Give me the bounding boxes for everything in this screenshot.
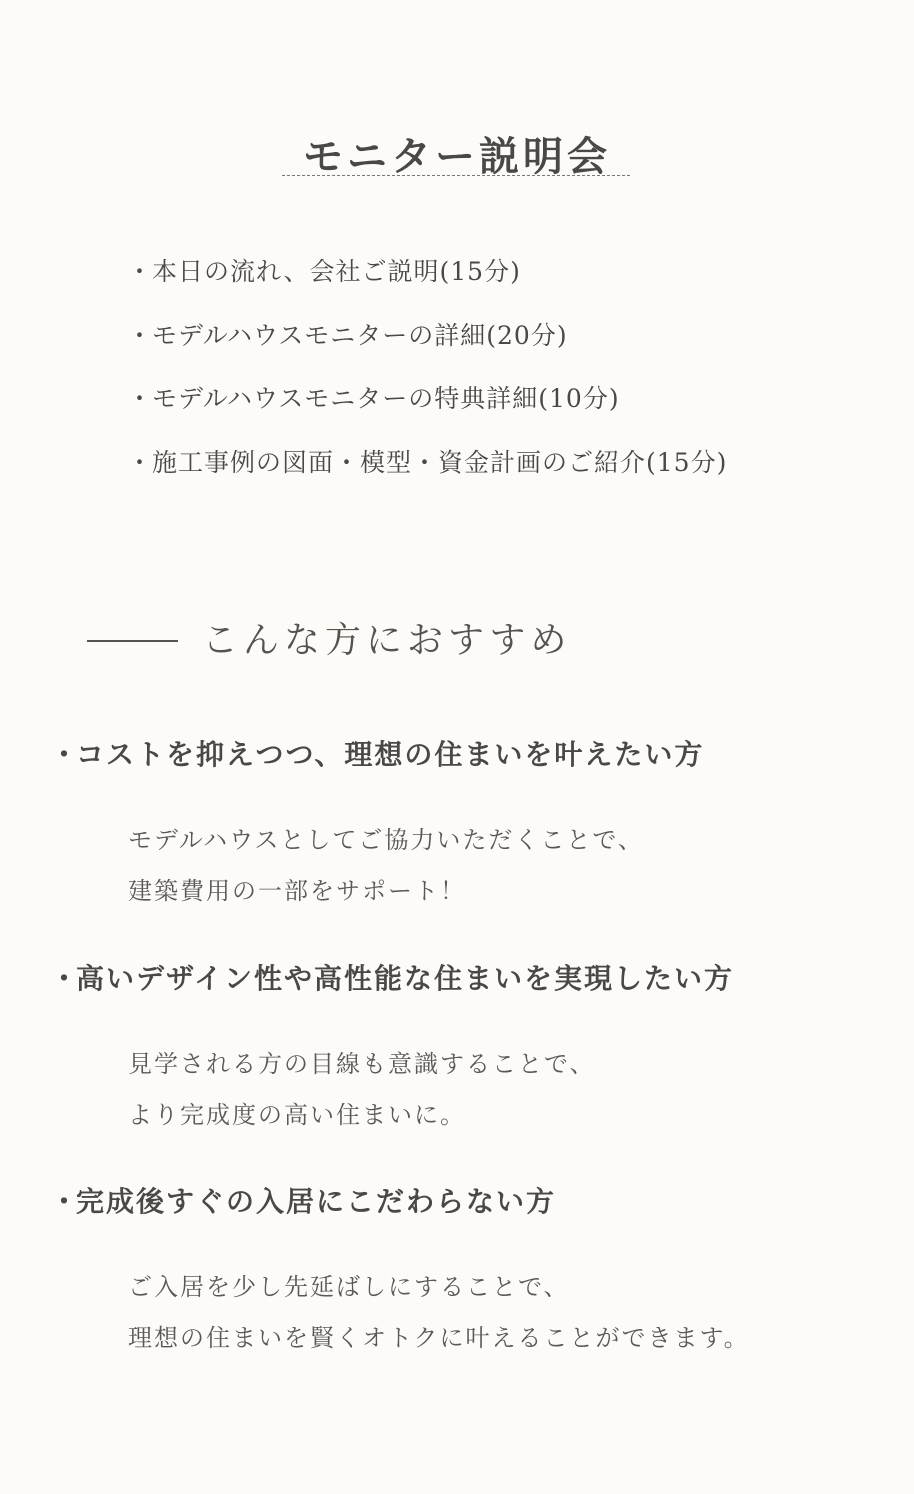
agenda-item <box>127 250 727 294</box>
agenda-item-text: 本日の流れ、会社ご説明(15分) <box>152 257 521 286</box>
agenda-bullet: ・ <box>127 384 154 413</box>
recommendation-bullet: ・ <box>50 738 81 771</box>
recommendation-line: より完成度の高い住まいに。 <box>128 1101 466 1129</box>
recommendation-item <box>50 1180 870 1364</box>
recommendation-bullet: ・ <box>50 962 81 995</box>
recommendation-heading <box>50 1180 870 1224</box>
recommendation-line: 理想の住まいを賢くオトクに叶えることができます。 <box>128 1324 750 1352</box>
recommendation-line: 建築費用の一部をサポート！ <box>128 877 466 905</box>
agenda-bullet: ・ <box>127 320 154 350</box>
recommendation-item <box>50 957 870 1141</box>
recommendation-description <box>50 815 870 917</box>
agenda-bullet: ・ <box>127 447 154 477</box>
section-heading-label: こんな方におすすめ <box>202 620 572 661</box>
agenda-item-text: 施工事例の図面・模型・資金計画のご紹介(15分) <box>152 447 728 477</box>
recommendation-heading-text: 高いデザイン性や高性能な住まいを実現したい方 <box>76 962 735 995</box>
recommendation-heading <box>50 957 870 1001</box>
agenda-item-text: モデルハウスモニターの詳細(20分) <box>152 320 568 350</box>
agenda-item <box>127 377 727 421</box>
agenda-item-text: モデルハウスモニターの特典詳細(10分) <box>152 384 620 413</box>
recommendation-bullet: ・ <box>50 1185 81 1218</box>
recommendation-heading <box>50 733 870 777</box>
heading-rule <box>87 640 178 642</box>
recommendation-heading-text: 完成後すぐの入居にこだわらない方 <box>76 1185 557 1218</box>
recommended-for-heading <box>87 615 571 667</box>
recommendation-description <box>50 1262 870 1364</box>
recommendation-line: 見学される方の目線も意識することで、 <box>128 1050 596 1078</box>
recommendation-heading-text: コストを抑えつつ、理想の住まいを叶えたい方 <box>76 738 705 771</box>
agenda-bullet: ・ <box>127 257 154 286</box>
page-title: モニター説明会 <box>303 132 611 180</box>
recommendation-line: モデルハウスとしてご協力いただくことで、 <box>128 826 644 854</box>
agenda-list <box>127 250 727 504</box>
recommendation-item <box>50 733 870 917</box>
agenda-item <box>127 314 727 358</box>
recommendation-description <box>50 1039 870 1141</box>
recommendation-line: ご入居を少し先延ばしにすることで、 <box>128 1273 570 1301</box>
title-divider <box>282 175 630 176</box>
agenda-item <box>127 441 727 485</box>
